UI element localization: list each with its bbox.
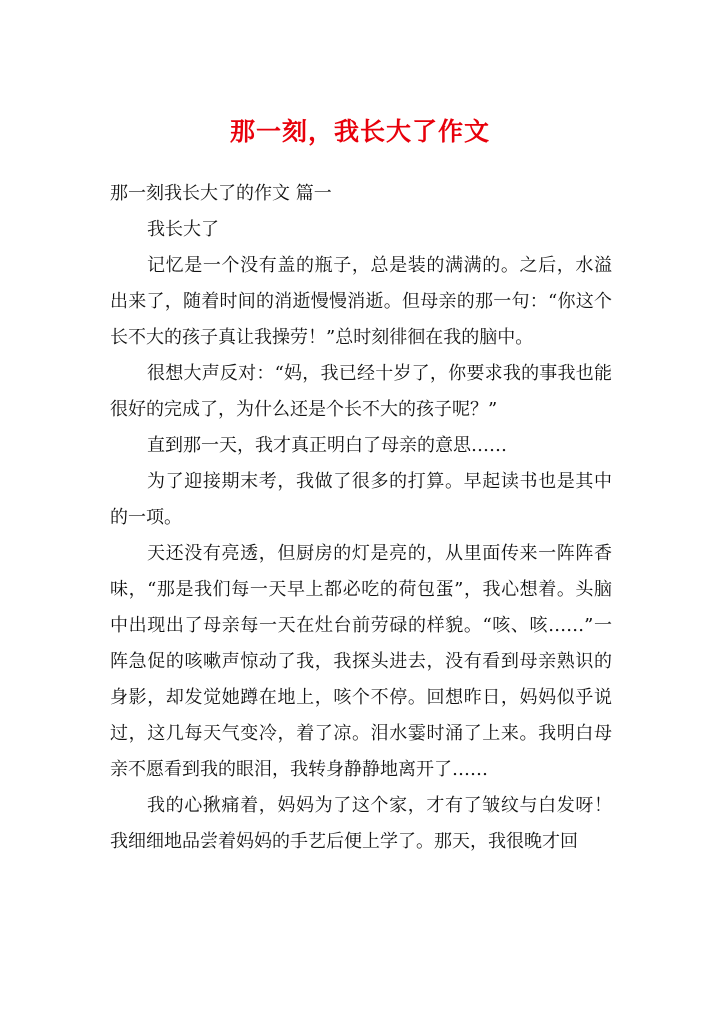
paragraph: 很想大声反对：“妈，我已经十岁了，你要求我的事我也能很好的完成了，为什么还是个长不大的孩子呢？” xyxy=(110,363,612,420)
essay-title: 我长大了 xyxy=(147,219,219,240)
paragraph: 记忆是一个没有盖的瓶子，总是装的满满的。之后，水溢出来了，随着时间的消逝慢慢消逝。但母亲的那一句：“你这个长不大的孩子真让我操劳！”总时刻徘徊在我的脑中。 xyxy=(110,255,612,348)
paragraph: 为了迎接期末考，我做了很多的打算。早起读书也是其中的一项。 xyxy=(110,471,612,528)
paragraph: 天还没有亮透，但厨房的灯是亮的，从里面传来一阵阵香味，“那是我们每一天早上都必吃的荷包蛋”，我心想着。头脑中出现出了母亲每一天在灶台前劳碌的样貌。“咳、咳……”一阵急促的咳嗽声惊动了我，我探头进去，没有看到母亲熟识的身影，却发觉她蹲在地上，咳个不停。回想昨日，妈妈似乎说过，这几每天气变冷，着了凉。泪水霎时涌了上来。我明白母亲不愿看到我的眼泪，我转身静静地离开了…… xyxy=(110,543,612,780)
document-title: 那一刻，我长大了作文 xyxy=(229,117,490,146)
section-heading: 那一刻我长大了的作文 篇一 xyxy=(110,183,332,204)
document-body xyxy=(110,176,612,860)
paragraph: 直到那一天，我才真正明白了母亲的意思…… xyxy=(147,435,507,456)
paragraph: 我的心揪痛着，妈妈为了这个家，才有了皱纹与白发呀！我细细地品尝着妈妈的手艺后便上学了。那天，我很晚才回 xyxy=(110,795,612,852)
